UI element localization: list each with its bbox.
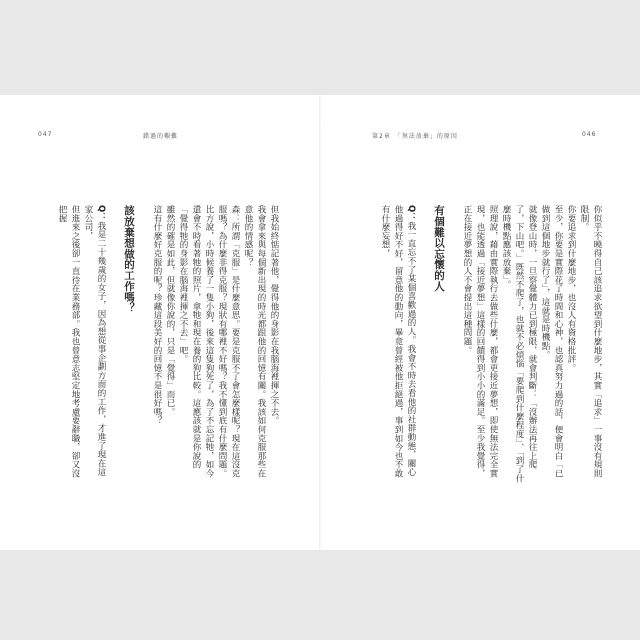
- paragraph: 雖然的確是如此，但就像你說的，只是「覺得」而已。: [165, 205, 175, 417]
- section-heading: 該放棄想做的工作嗎？: [123, 205, 135, 313]
- question-text: 我是二十幾歲的女子，因為想從事企劃方面的工作，才進了現在這家公司，: [83, 205, 106, 477]
- question-paragraph: [81, 205, 107, 485]
- paragraph: 但進來之後卻一直待在業務部。我也曾意志堅定地考慮要辭職，卻又沒把握: [57, 205, 80, 478]
- paragraph: 這有什麼好克服的呢？珍藏這段美好的回憶不是很好嗎？: [152, 205, 162, 425]
- paragraph: 你要追求到什麼地步，也沒人有資格批評。: [566, 205, 576, 373]
- question-tag: Q：: [406, 205, 416, 222]
- paragraph: 至少，你要是實際花了時間和心神，也認真努力過的話，便會明白「已做到這個地步就行了」，這就是時機點。: [540, 205, 563, 478]
- question-paragraph: [378, 205, 417, 485]
- left-page-body: [55, 205, 280, 485]
- section-heading: 有個難以忘懷的人: [433, 205, 445, 292]
- right-running-head: 第2章 「無法放棄」的原因: [372, 133, 458, 140]
- paragraph: 但我始終惦記著他，覺得他的身影在我腦海裡揮之不去。: [269, 205, 279, 425]
- page-gutter: [319, 95, 321, 550]
- right-page-number: 046: [582, 131, 597, 138]
- paragraph: 我會拿來與每個新出現的時光都跟他的回憶有關。我該如何克服那些在意他的情感呢？: [243, 205, 266, 478]
- paragraph: 你似乎不曉得自己該追求欲望到什麼地步，其實「追求」一事沒有規則限制。: [579, 205, 602, 478]
- paragraph: 就像登山時，一旦察覺體力已到極限，就會判斷：「沒辦法再往上爬了，下山吧。」既然不爬了，也就不必煩惱「要爬到什麼程度」、「到了什麼時機點應該放棄」。: [501, 205, 537, 483]
- left-page-number: 047: [38, 131, 53, 138]
- paragraph: 森：所謂「克服」是什麼意思。要是克服不了會怎麼樣呢？現在這沒克服嗎？為什麼非得克服？現狀有哪裡不好嗎？我不懂到底有什麼問題。: [217, 205, 240, 478]
- question-tag: Q：: [96, 205, 106, 222]
- left-running-head: 錯過的艱難: [143, 133, 179, 140]
- question-text: 我一直忘不了某個喜歡過的人。我會不時去看他的社群動態，關心他過得好不好，留意他的動向，畢竟曾經被他拒絕過，事到如今也不敢有什麼妄想，: [380, 205, 416, 478]
- paragraph: 照理說，藉由實際執行去做些什麼，都會更接近夢想，即使無法完全實現，也能透過「接近夢想」這樣的回饋得到小小的滿足。至少我覺得，正在接近夢想的人不會提出這種問題。: [462, 205, 498, 478]
- book-spread: [0, 95, 640, 550]
- paragraph: 比方說，小時候養了一隻小狗，後來這隻狗死了，為了不忘記牠，如今還會不時看著牠的照片，拿牠和現在養的狗比較。這應該就是你說的「覺得牠的身影在腦海裡揮之不去」吧。: [178, 205, 214, 478]
- right-page-body: [358, 205, 603, 485]
